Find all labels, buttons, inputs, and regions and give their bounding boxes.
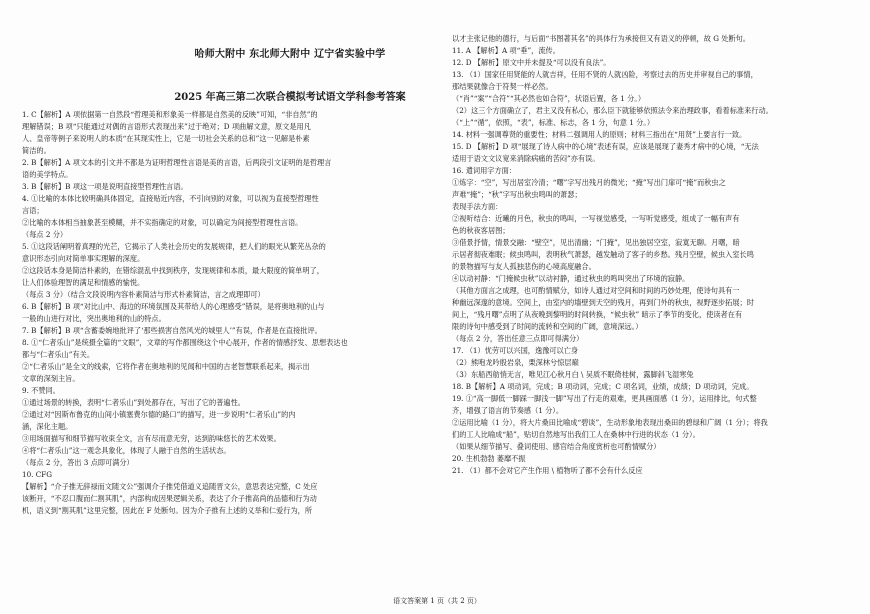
text-line: 5. ①这段话阐明着真理的光芒，它揭示了人类社会历史的发展规律，把人们的眼光从繁芜丛杂的	[22, 242, 326, 251]
text-line: 该断开，“不忍口腹而仁割其肌”，内部构成因果逻辑关系，表达了介子推高尚的品德和行为动	[22, 494, 317, 503]
text-line: ①炼字：“空”，写出居室冷清；“曙”字写出残月的微光；“掩”写出门扉可“掩”而秋虫之	[452, 178, 726, 187]
text-line: 语的美学特点。	[22, 170, 73, 179]
text-line: 限的诗句中感受到了时间的流转和空间的广阔，意境深远。）	[452, 322, 643, 331]
text-line: 14. 材料一强调尊贤的重要性；材料二强调用人的原则；材料三指出在“用贤”上要言行一致。	[452, 130, 747, 139]
text-line: （2）熊咆龙吟殷岩泉，栗深林兮惊层巅	[452, 358, 579, 367]
text-line: （“肖”“案”“合符”“其必然也如合符”，状语后置，各 1 分。）	[452, 94, 646, 103]
text-line: 涵，深化主题。	[22, 422, 73, 431]
text-line: 适用于语文文议宽来消除病痛的苦闷”亦有误。	[452, 154, 600, 163]
text-line: 言语；	[22, 206, 44, 215]
text-line: （2）这三个方面确立了，君主又没有私心，那么臣下就能够依照法令来治理政事，看着标准来行动。	[452, 106, 773, 115]
text-line: 文章的深刻主旨。	[22, 374, 80, 383]
text-line: ④将“仁者乐山”这一观念具象化，体现了人融于自然的生活状态。	[22, 446, 231, 455]
text-line: 种幽远深邃的意境。空间上，由室内的墙壁到天空的残月，再到门外的秋虫，视野逐步拓展；时	[452, 298, 754, 307]
text-line: 21. （1）都不会对它产生作用 \ 植物听了都不会有什么反应	[452, 466, 643, 475]
text-line: ②比喻的本体相当抽象甚至模糊，并不实指确定的对象，可以确定为间接型哲理性言语。	[22, 218, 303, 227]
text-line: 以才主张记他的德行，与后面“书图著其名”的具体行为承接但又有语义的停顿，故 G 处断句。	[452, 34, 750, 43]
text-line: （每点 2 分，答出 3 点即可满分）	[22, 458, 134, 467]
text-line: 那结果就像合于符契一样必然。	[452, 82, 553, 91]
text-line: （3）东船西舫悄无言，唯见江心秋月白 \ 吴质不眠倚桂树，露脚斜飞湿寒兔	[452, 370, 694, 379]
text-line: 理解错误；B 项“只能通过对偶的言语形式表现出来”过于绝对；D 项曲解文意，原文是用凡	[22, 122, 311, 131]
left-column	[22, 109, 442, 517]
text-line: ②通过对“因斯布鲁克的山间小镇塞费尔德的路口”的描写，进一步说明“仁者乐山”的内	[22, 410, 296, 419]
text-line: 1. C【解析】A 项依据第一自然段“哲理美和形象美一样都是自然美的反映”可知，“非自然”的	[22, 110, 318, 119]
text-line: ②“仁者乐山”是全文的线索，它将作者在奥地利的见闻和中国的古老智慧联系起来，揭示出	[22, 362, 310, 371]
text-line: 声难“掩”；“秋”字写出秋虫鸣叫的萧瑟；	[452, 190, 582, 199]
text-line: 7. B【解析】B 项“含蓄委婉地批评了‘那些损害自然风光的城里人’”有误，作者是在直接批评。	[22, 326, 322, 335]
text-line: 齐，增强了语言的节奏感（1 分）。	[452, 406, 564, 415]
text-line: ①通过场景的转换，表明“仁者乐山”到处都存在，写出了它的普遍性。	[22, 398, 245, 407]
text-line: 示居者彻夜难眠；候虫鸣叫，表明秋气萧瑟，越发触动了客子的乡愁。残月空壁，候虫入室长鸣	[452, 250, 754, 259]
text-line: 色的秋夜客居图；	[452, 226, 510, 235]
text-line: 8. ①“仁者乐山”是统摄全篇的“文眼”，文章的写作都围绕这个中心展开，作者的情感抒发、思想表达也	[22, 338, 348, 347]
text-line: 9. 不赞同。	[22, 386, 60, 395]
text-line: 都与“仁者乐山”有关。	[22, 350, 95, 359]
text-line: ③借景抒情，情景交融：“壁空”，见出清幽；“门掩”，见出独居空室，寂寞无聊。月曙，暗	[452, 238, 740, 247]
text-line: 17. （1）忧劳可以兴国，逸豫可以亡身	[452, 346, 579, 355]
text-line: 一般的山进行对比，突出奥地利的山的特点。	[22, 314, 166, 323]
text-line: ②运用比喻（1 分），将大片桑田比喻成“碧谈”，生动形象地表现出桑田的碧绿和广阔（1 分）；将我	[452, 418, 768, 427]
text-line: 们的工人比喻成“船”，贴切自然地写出我们工人在桑林中行进的状态（1 分）。	[452, 430, 700, 439]
text-line: 的景物描写与友人孤独悲伤的心境高度融合。	[452, 262, 596, 271]
right-column	[452, 33, 860, 477]
page-footer: 语文答案第 1 页（共 2 页）	[393, 597, 481, 605]
text-line: 2. B【解析】A 项文本的引文并不都是为证明哲理性言语是美的言语，后两段引文证明的是哲理言	[22, 158, 332, 167]
text-line: 19. ①“高一脚低一脚踩一脚浅一脚”写出了行走的艰难，更具画面感（1 分），运用排比，句式整	[452, 394, 757, 403]
text-line: （如果从细节描写、叠词使用、感官结合角度赏析也可酌情赋分）	[452, 442, 661, 451]
document-title: 2025 年高三第二次联合模拟考试语文学科参考答案	[174, 92, 406, 103]
text-line: 15. D 【解析】D 项“展现了诗人病中的心境”表述有误，应该是展现了妻秀才病中的心境，“无法	[452, 142, 759, 151]
text-line: 20. 生机勃勃 萎靡不振	[452, 454, 526, 463]
text-line: 3. B【解析】B 项这一项是说明直接型哲理性言语。	[22, 182, 188, 191]
text-line: 简洁的。	[22, 146, 51, 155]
text-line: 让人们体验理智的满足和情感的愉悦。	[22, 278, 145, 287]
text-line: 6. B【解析】B 项“对比山中、海边的环境氛围及其带给人的心理感受”错误，是将奥地利的山与	[22, 302, 325, 311]
text-line: 机，语义到“割其肌”这里完整，因此在 F 处断句。因为介子推有上述的义举和仁爱行为，所	[22, 506, 313, 515]
text-line: ②这段话本身是简洁朴素的，在错综混乱中找到秩序，发现规律和本质，最大限度的简单明了，	[22, 266, 324, 275]
text-line: 4. ①比喻的本体比较明确具体固定，直接贴近内容，不引向别的对象，可以视为直接型哲理性	[22, 194, 319, 203]
text-line: 间上，“残月曙”点明了从夜晚到黎明的时间转换，“候虫秋” 暗示了季节的变化，使读者在有	[452, 310, 743, 319]
text-line: 意识形态引向对简单事实理解的深度。	[22, 254, 145, 263]
text-line: 12. D 【解析】原文中并未提及“可以没有良法”。	[452, 58, 611, 67]
text-line: ④以动衬静：“门掩候虫秋”以动衬静，通过秋虫的鸣叫突出了环境的寂静。	[452, 274, 690, 283]
text-line: （每点 3 分）（结合文段说明内容朴素简洁与形式朴素简洁，言之成理即可）	[22, 290, 265, 299]
text-line: 13. （1）国家任用贤能的人就吉祥，任用不贤的人就凶险，考察过去的历史并审视自己的事情，	[452, 70, 758, 79]
text-line: 11. A 【解析】A 项“垂”，流传。	[452, 46, 560, 55]
text-line: 【解析】“介子推无辞禄而文随文公”强调介子推凭借道义追随晋文公，意思表达完整，C 处应	[22, 482, 318, 491]
text-line: 表现手法方面：	[452, 202, 503, 211]
school-names: 哈师大附中 东北师大附中 辽宁省实验中学	[194, 49, 386, 60]
text-line: ③用场面描写和细节描写收束全文，言有尽而意无穷，达到韵味悠长的艺术效果。	[22, 434, 281, 443]
text-line: （每点 2 分，答出任意三点即可得满分）	[452, 334, 584, 343]
text-line: 人、皇帝等例子来说明人的本质“在其现实性上，它是一切社会关系的总和”这一见解是朴素	[22, 134, 310, 143]
text-line: （每点 2 分）	[22, 230, 68, 239]
text-line: 10. CFG	[22, 470, 52, 479]
text-line: （“上”“循”，依照，“表”，标准、标志，各 1 分，句意 1 分。）	[452, 118, 655, 127]
text-line: ②视听结合：近曦的月色，秋虫的鸣叫，一写视觉感受，一写听觉感受，组成了一幅有声有	[452, 214, 740, 223]
text-line: 18. B【解析】A 项动词，完成；B 项动词，完成；C 项名词，业绩，成绩；D 项动词，完成。	[452, 382, 754, 391]
text-line: 16. 遣词用字方面：	[452, 166, 517, 175]
text-line: （其他方面言之成理，也可酌情赋分，如诗人通过对空间和时间的巧妙处理，使诗句具有一	[452, 286, 740, 295]
